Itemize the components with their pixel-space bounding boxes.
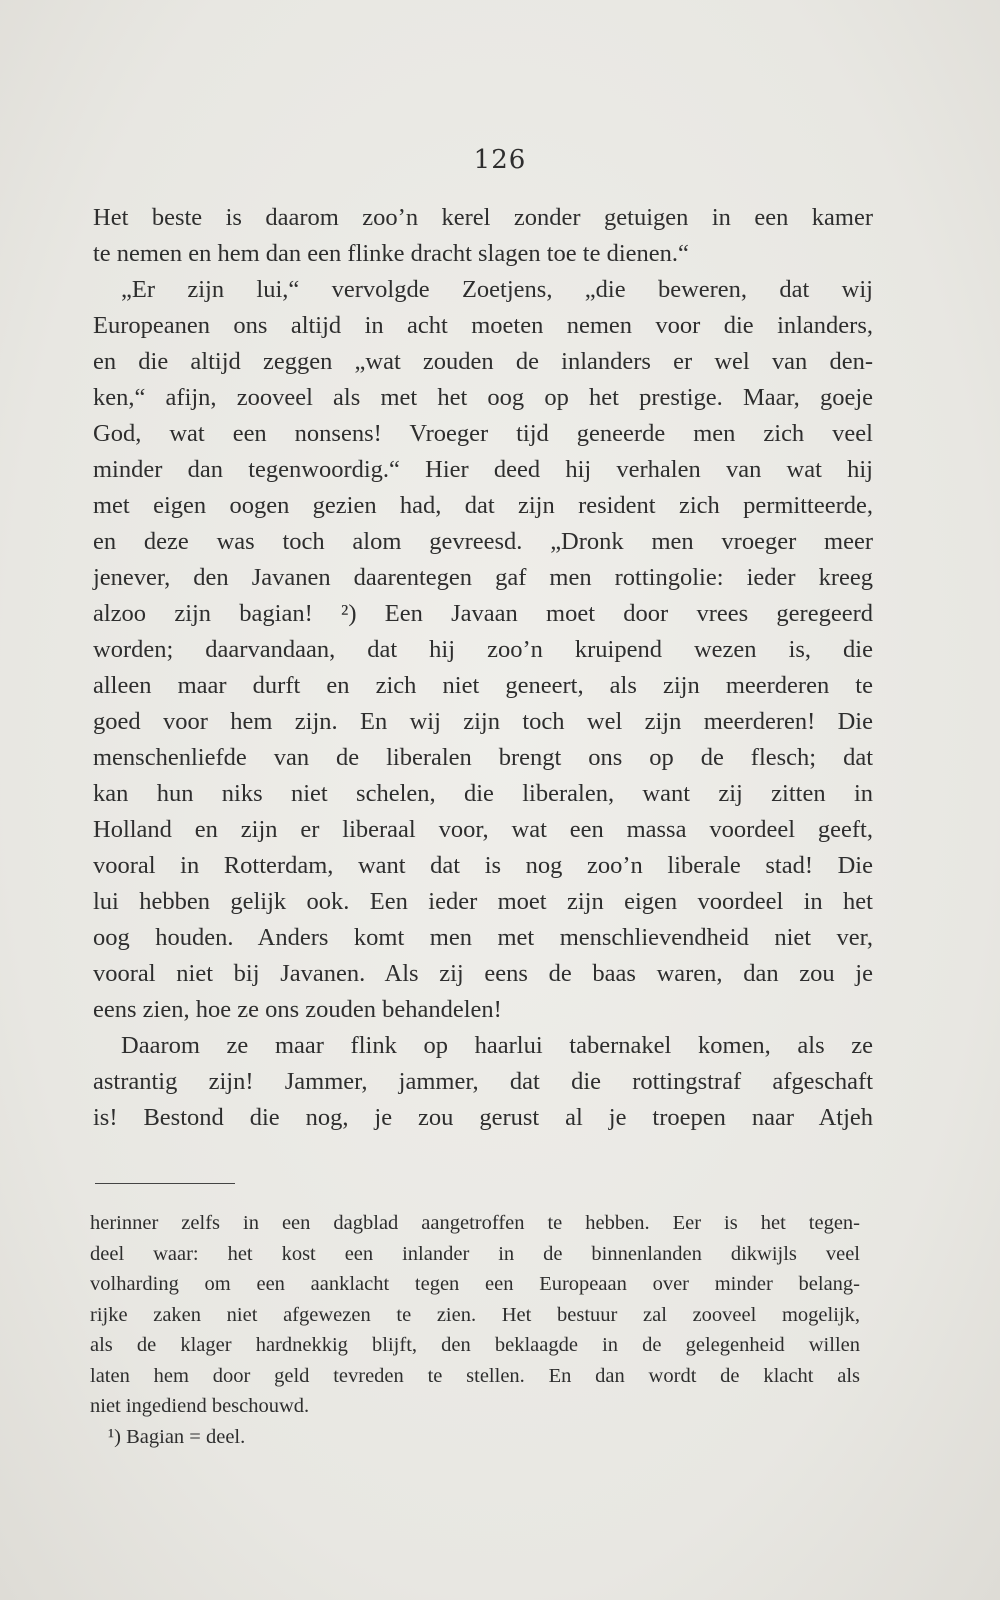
text-line: met eigen oogen gezien had, dat zijn resident zich permitteerde, — [93, 492, 873, 519]
text-line: vooral niet bij Javanen. Als zij eens de baas waren, dan zou je — [93, 960, 873, 987]
text-line: minder dan tegenwoordig.“ Hier deed hij verhalen van wat hij — [93, 456, 873, 483]
main-text — [93, 200, 873, 1136]
text-line: eens zien, hoe ze ons zouden behandelen! — [93, 996, 502, 1023]
page-number: 126 — [473, 145, 527, 175]
text-line: Holland en zijn er liberaal voor, wat een massa voordeel geeft, — [93, 816, 873, 843]
footnote-line: laten hem door geld tevreden te stellen. En dan wordt de klacht als — [90, 1364, 860, 1387]
text-line: en deze was toch alom gevreesd. „Dronk men vroeger meer — [93, 528, 873, 555]
text-line: Het beste is daarom zoo’n kerel zonder getuigen in een kamer — [93, 204, 873, 231]
footnote-line: deel waar: het kost een inlander in de binnenlanden dikwijls veel — [90, 1242, 860, 1265]
text-line: „Er zijn lui,“ vervolgde Zoetjens, „die beweren, dat wij — [121, 276, 873, 303]
text-line: jenever, den Javanen daarentegen gaf men rottingolie: ieder kreeg — [93, 564, 873, 591]
text-line: en die altijd zeggen „wat zouden de inlanders er wel van den- — [93, 348, 873, 375]
footnote-line: niet ingediend beschouwd. — [90, 1395, 310, 1417]
footnote-bagian: ¹) Bagian = deel. — [108, 1425, 246, 1448]
text-line: worden; daarvandaan, dat hij zoo’n kruipend wezen is, die — [93, 636, 873, 663]
footnotes — [90, 1208, 860, 1452]
text-line: alzoo zijn bagian! ²) Een Javaan moet door vrees geregeerd — [93, 600, 873, 627]
footnote-line: rijke zaken niet afgewezen te zien. Het bestuur zal zooveel mogelijk, — [90, 1303, 860, 1326]
text-line: goed voor hem zijn. En wij zijn toch wel zijn meerderen! Die — [93, 708, 873, 735]
footnote-line: als de klager hardnekkig blijft, den beklaagde in de gelegenheid willen — [90, 1334, 860, 1356]
text-line: vooral in Rotterdam, want dat is nog zoo’n liberale stad! Die — [93, 852, 873, 879]
text-line: kan hun niks niet schelen, die liberalen, want zij zitten in — [93, 780, 873, 807]
text-line: menschenliefde van de liberalen brengt ons op de flesch; dat — [93, 744, 873, 771]
text-line: te nemen en hem dan een flinke dracht slagen toe te dienen.“ — [93, 240, 689, 267]
text-line: lui hebben gelijk ook. Een ieder moet zijn eigen voordeel in het — [93, 888, 873, 915]
text-line: is! Bestond die nog, je zou gerust al je troepen naar Atjeh — [93, 1104, 873, 1131]
footnote-line: volharding om een aanklacht tegen een Europeaan over minder belang- — [90, 1273, 860, 1295]
text-line: Europeanen ons altijd in acht moeten nemen voor die inlanders, — [93, 312, 873, 339]
text-line: alleen maar durft en zich niet geneert, als zijn meerderen te — [93, 672, 873, 699]
text-line: God, wat een nonsens! Vroeger tijd geneerde men zich veel — [93, 420, 873, 447]
footnote-separator — [95, 1183, 235, 1184]
footnote-line: herinner zelfs in een dagblad aangetroffen te hebben. Eer is het tegen- — [90, 1212, 860, 1234]
text-line: Daarom ze maar flink op haarlui tabernakel komen, als ze — [121, 1032, 873, 1059]
text-line: ken,“ afijn, zooveel als met het oog op het prestige. Maar, goeje — [93, 384, 873, 411]
text-line: astrantig zijn! Jammer, jammer, dat die rottingstraf afgeschaft — [93, 1068, 873, 1095]
text-line: oog houden. Anders komt men met menschlievendheid niet ver, — [93, 924, 873, 951]
